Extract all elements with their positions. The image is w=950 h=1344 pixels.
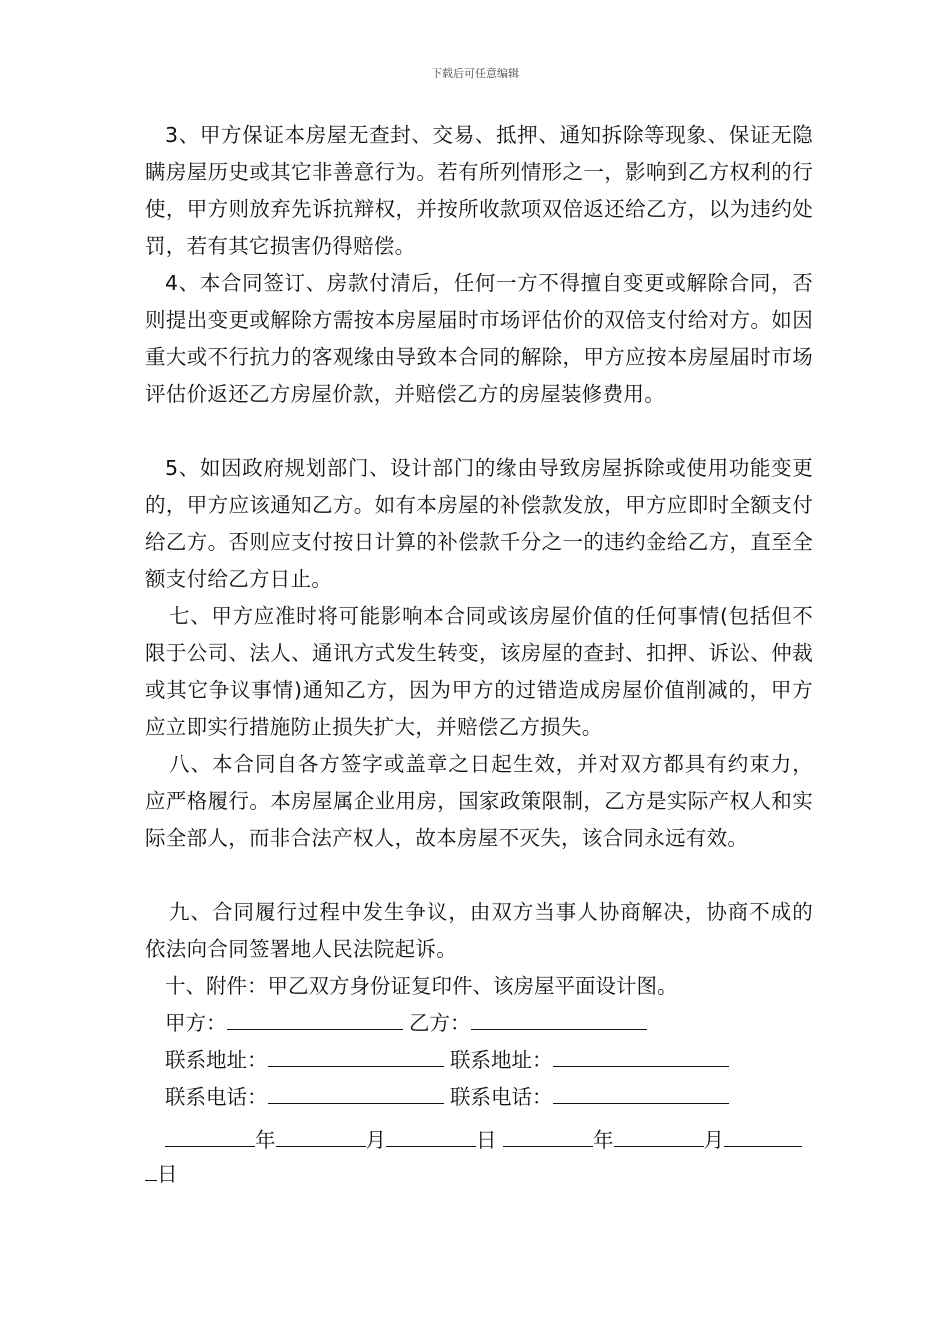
party-b-label: 乙方： — [409, 1011, 471, 1035]
address-label-b: 联系地址： — [450, 1048, 553, 1072]
address-blank-a[interactable] — [268, 1044, 444, 1067]
address-blank-b[interactable] — [553, 1044, 729, 1067]
month-label-b: 月 — [703, 1128, 725, 1152]
clause-3: 3、甲方保证本房屋无查封、交易、抵押、通知拆除等现象、保证无隐瞒房屋历史或其它非善意行为。若有所列情形之一，影响到乙方权利的行使，甲方则放弃先诉抗辩权，并按所收款项双倍返还给乙方，以为违约处罚，若有其它损害仍得赔偿。 — [145, 123, 813, 258]
year-label-b: 年 — [593, 1128, 614, 1152]
page-header: 下载后可任意编辑 — [431, 67, 519, 80]
year-label-a: 年 — [255, 1128, 276, 1152]
clause-4: 4、本合同签订、房款付清后，任何一方不得擅自变更或解除合同，否则提出变更或解除方需按本房屋届时市场评估价的双倍支付给对方。如因重大或不行抗力的客观缘由导致本合同的解除，甲方应按本房屋届时市场评估价返还乙方房屋价款，并赔偿乙方的房屋装修费用。 — [145, 271, 813, 406]
address-row — [165, 1042, 729, 1079]
phone-blank-b[interactable] — [553, 1081, 729, 1104]
phone-label-b: 联系电话： — [450, 1085, 553, 1109]
date-row — [165, 1122, 802, 1159]
month-blank-a[interactable] — [276, 1124, 366, 1147]
month-blank-b[interactable] — [614, 1124, 704, 1147]
clause-8: 八、本合同自各方签字或盖章之日起生效，并对双方都具有约束力，应严格履行。本房屋属企业用房，国家政策限制，乙方是实际产权人和实际全部人，而非合法产权人，故本房屋不灭失，该合同永远有效。 — [145, 752, 813, 850]
day-blank-b-part1[interactable] — [724, 1124, 802, 1147]
clause-9: 九、合同履行过程中发生争议，由双方当事人协商解决，协商不成的依法向合同签署地人民法院起诉。 — [145, 900, 813, 961]
day-label-a: 日 — [476, 1128, 497, 1152]
day-blank-a[interactable] — [386, 1124, 476, 1147]
address-label-a: 联系地址： — [165, 1048, 268, 1072]
day-label-b: 日 — [157, 1162, 178, 1186]
phone-row — [165, 1079, 729, 1116]
party-row — [165, 1005, 647, 1042]
party-a-label: 甲方： — [165, 1011, 227, 1035]
attachment-line: 十、附件：甲乙双方身份证复印件、该房屋平面设计图。 — [165, 974, 678, 998]
party-a-blank[interactable] — [227, 1007, 403, 1030]
month-label-a: 月 — [365, 1128, 386, 1152]
party-b-blank[interactable] — [471, 1007, 647, 1030]
day-blank-b-part2[interactable] — [145, 1158, 157, 1181]
date-row-wrap — [145, 1156, 178, 1193]
clause-5: 5、如因政府规划部门、设计部门的缘由导致房屋拆除或使用功能变更的，甲方应该通知乙方。如有本房屋的补偿款发放，甲方应即时全额支付给乙方。否则应支付按日计算的补偿款千分之一的违约金给乙方，直至全额支付给乙方日止。 — [145, 456, 813, 591]
year-blank-b[interactable] — [503, 1124, 593, 1147]
phone-label-a: 联系电话： — [165, 1085, 268, 1109]
phone-blank-a[interactable] — [268, 1081, 444, 1104]
clause-7: 七、甲方应准时将可能影响本合同或该房屋价值的任何事情(包括但不限于公司、法人、通讯方式发生转变，该房屋的查封、扣押、诉讼、仲裁或其它争议事情)通知乙方，因为甲方的过错造成房屋价值削减的，甲方应立即实行措施防止损失扩大，并赔偿乙方损失。 — [145, 604, 813, 739]
year-blank-a[interactable] — [165, 1124, 255, 1147]
